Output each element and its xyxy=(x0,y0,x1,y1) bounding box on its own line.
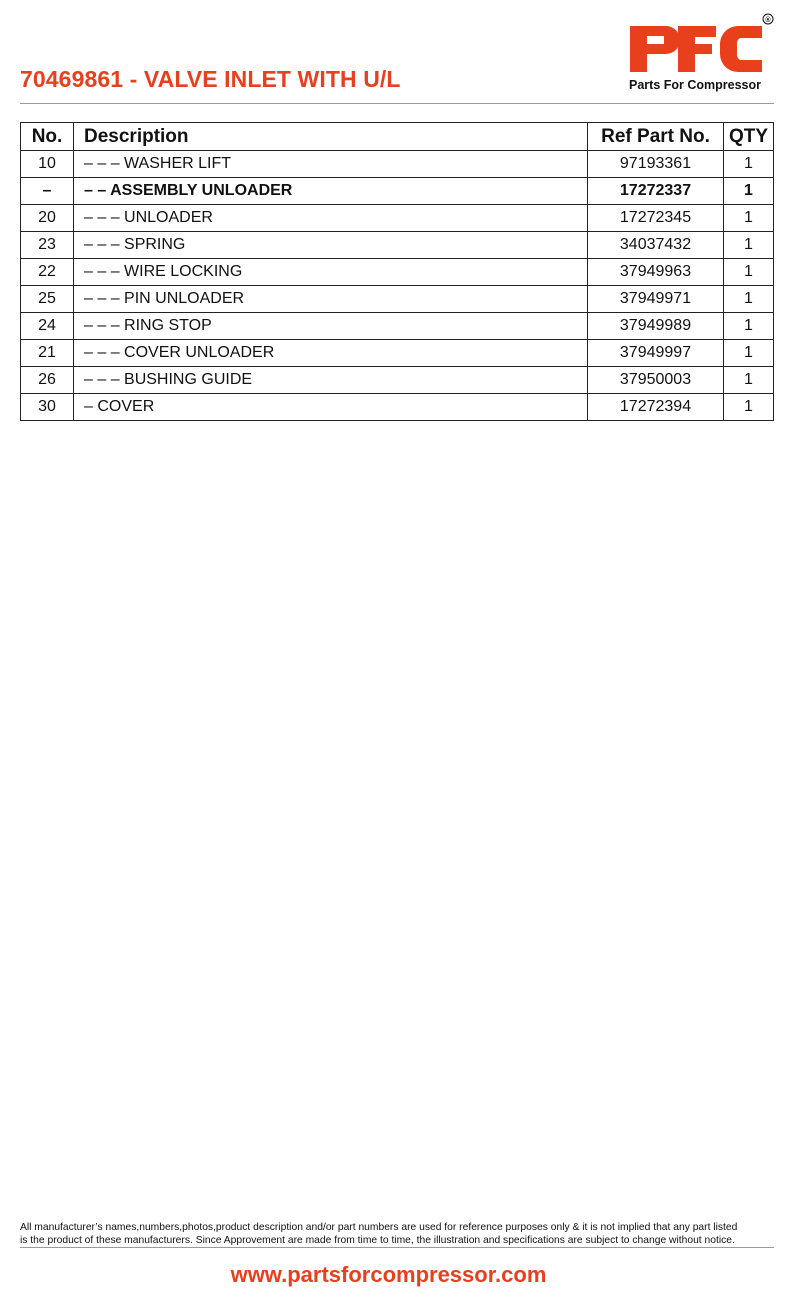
row-description: – – – SPRING xyxy=(74,232,588,259)
row-ref-part-no: 97193361 xyxy=(588,151,724,178)
table-row xyxy=(21,394,774,421)
table-row xyxy=(21,232,774,259)
row-ref-part-no: 37949963 xyxy=(588,259,724,286)
row-qty: 1 xyxy=(724,178,774,205)
footer-divider xyxy=(20,1247,774,1248)
column-header-description: Description xyxy=(74,123,588,151)
row-no: 21 xyxy=(21,340,74,367)
table-header-row xyxy=(21,123,774,151)
header-divider xyxy=(20,103,774,104)
row-ref-part-no: 34037432 xyxy=(588,232,724,259)
row-qty: 1 xyxy=(724,340,774,367)
column-header-qty: QTY xyxy=(724,123,774,151)
table-row xyxy=(21,151,774,178)
row-description: – – – RING STOP xyxy=(74,313,588,340)
pfc-logo xyxy=(626,12,776,98)
row-description: – – – COVER UNLOADER xyxy=(74,340,588,367)
row-qty: 1 xyxy=(724,367,774,394)
table-row xyxy=(21,259,774,286)
row-no: – xyxy=(21,178,74,205)
row-no: 26 xyxy=(21,367,74,394)
row-description: – – – WASHER LIFT xyxy=(74,151,588,178)
row-description: – – ASSEMBLY UNLOADER xyxy=(74,178,588,205)
column-header-ref-part-no: Ref Part No. xyxy=(588,123,724,151)
row-ref-part-no: 37949997 xyxy=(588,340,724,367)
column-header-no: No. xyxy=(21,123,74,151)
table-row xyxy=(21,178,774,205)
table-row xyxy=(21,367,774,394)
row-description: – COVER xyxy=(74,394,588,421)
row-qty: 1 xyxy=(724,259,774,286)
row-description: – – – WIRE LOCKING xyxy=(74,259,588,286)
parts-table xyxy=(20,122,774,421)
pfc-logo-mark xyxy=(626,12,776,76)
row-qty: 1 xyxy=(724,232,774,259)
row-qty: 1 xyxy=(724,205,774,232)
row-no: 24 xyxy=(21,313,74,340)
row-qty: 1 xyxy=(724,286,774,313)
website-link[interactable]: www.partsforcompressor.com xyxy=(230,1262,547,1287)
row-no: 22 xyxy=(21,259,74,286)
row-ref-part-no: 17272337 xyxy=(588,178,724,205)
row-qty: 1 xyxy=(724,151,774,178)
page-title: 70469861 - VALVE INLET WITH U/L xyxy=(20,66,401,92)
logo-tagline: Parts For Compressor xyxy=(629,78,761,92)
row-ref-part-no: 37949989 xyxy=(588,313,724,340)
disclaimer-line: All manufacturer’s names,numbers,photos,product description and/or part numbers are used for reference purposes only & it is not implied that any part listed xyxy=(20,1222,738,1233)
row-no: 20 xyxy=(21,205,74,232)
row-qty: 1 xyxy=(724,313,774,340)
row-no: 30 xyxy=(21,394,74,421)
row-description: – – – PIN UNLOADER xyxy=(74,286,588,313)
row-ref-part-no: 37949971 xyxy=(588,286,724,313)
row-ref-part-no: 17272394 xyxy=(588,394,724,421)
row-ref-part-no: 37950003 xyxy=(588,367,724,394)
row-no: 25 xyxy=(21,286,74,313)
table-row xyxy=(21,340,774,367)
disclaimer-line: is the product of these manufacturers. Since Approvement are made from time to time, the illustration and specifications are subject to change without notice. xyxy=(20,1235,735,1246)
row-qty: 1 xyxy=(724,394,774,421)
row-description: – – – UNLOADER xyxy=(74,205,588,232)
row-ref-part-no: 17272345 xyxy=(588,205,724,232)
row-no: 10 xyxy=(21,151,74,178)
table-row xyxy=(21,286,774,313)
registered-mark: ® xyxy=(765,17,771,24)
row-description: – – – BUSHING GUIDE xyxy=(74,367,588,394)
disclaimer xyxy=(20,1221,780,1247)
row-no: 23 xyxy=(21,232,74,259)
table-row xyxy=(21,205,774,232)
table-row xyxy=(21,313,774,340)
